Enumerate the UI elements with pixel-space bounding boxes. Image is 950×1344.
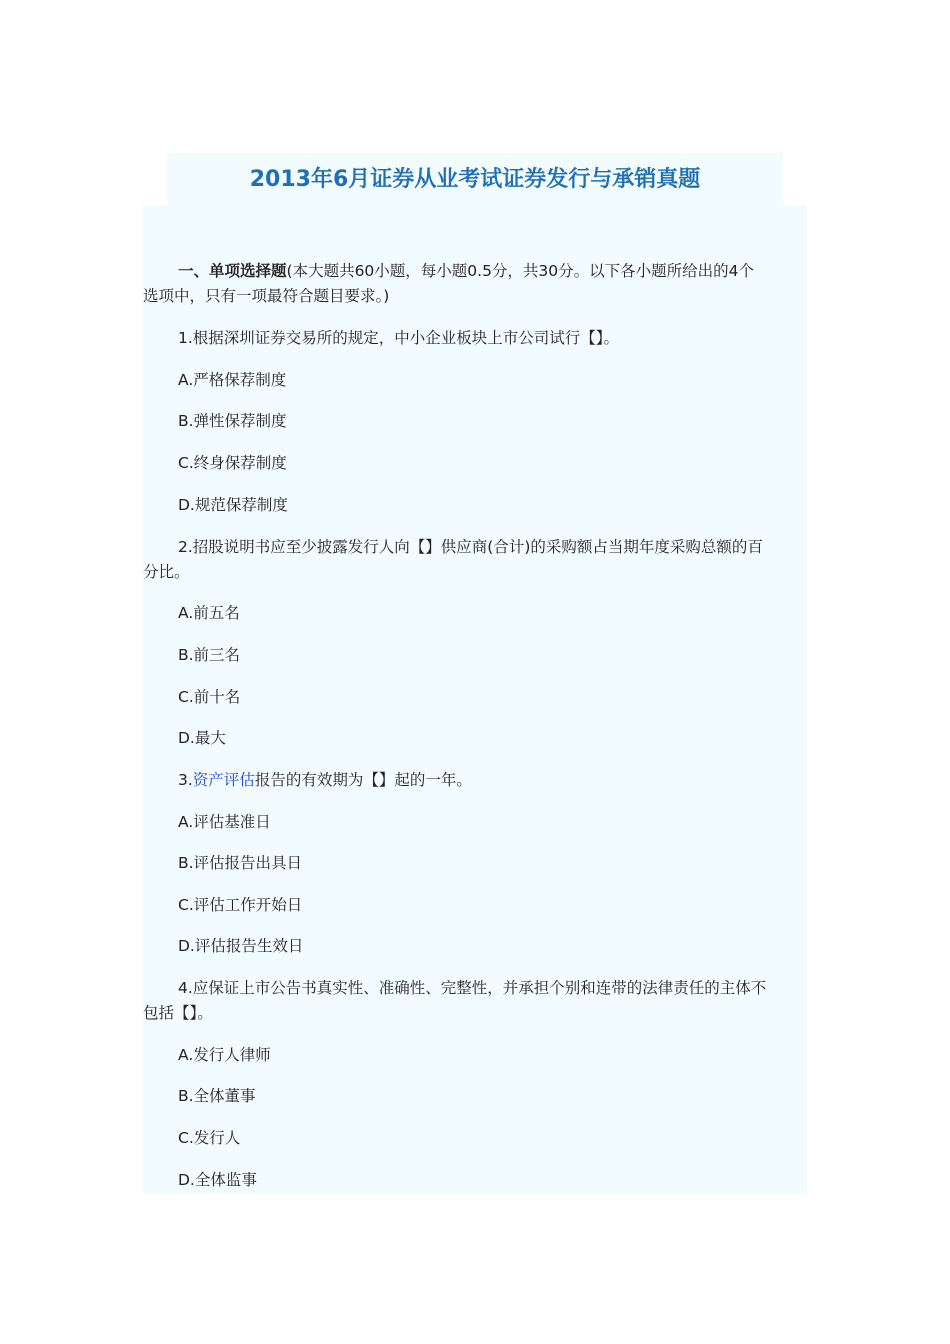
section-heading-note: (本大题共60小题，每小题0.5分，共30分。以下各小题所给出的4个	[286, 262, 755, 280]
question-3-option-c: C.评估工作开始日	[178, 896, 303, 914]
question-4-option-a: A.发行人律师	[178, 1046, 271, 1064]
question-1-stem: 1.根据深圳证券交易所的规定，中小企业板块上市公司试行【】。	[178, 329, 620, 347]
question-2-option-a: A.前五名	[178, 604, 240, 622]
question-3-option-d: D.评估报告生效日	[178, 937, 304, 955]
question-4-stem: 4.应保证上市公告书真实性、准确性、完整性，并承担个别和连带的法律责任的主体不	[178, 979, 767, 997]
question-4-option-c: C.发行人	[178, 1129, 241, 1147]
asset-appraisal-link[interactable]: 资产评估	[192, 771, 255, 789]
question-2-option-d: D.最大	[178, 729, 226, 747]
question-4-option-b: B.全体董事	[178, 1087, 256, 1105]
section-heading	[143, 259, 807, 284]
section-heading-note-cont: 选项中，只有一项最符合题目要求。)	[143, 287, 390, 305]
question-4-stem-cont: 包括【】。	[143, 1004, 213, 1022]
question-3-option-a: A.评估基准日	[178, 813, 271, 831]
question-3-option-b: B.评估报告出具日	[178, 854, 303, 872]
question-1-option-b: B.弹性保荐制度	[178, 412, 287, 430]
question-2-stem: 2.招股说明书应至少披露发行人向【】供应商(合计)的采购额占当期年度采购总额的百	[178, 538, 763, 556]
question-1-option-a: A.严格保荐制度	[178, 371, 287, 389]
question-3-stem-text: 报告的有效期为【】起的一年。	[254, 771, 472, 789]
question-1-option-c: C.终身保荐制度	[178, 454, 287, 472]
question-2-option-b: B.前三名	[178, 646, 241, 664]
section-heading-title: 一、单项选择题	[178, 262, 287, 280]
question-3-number: 3.	[178, 771, 193, 789]
question-4-option-d: D.全体监事	[178, 1171, 257, 1189]
question-1-option-d: D.规范保荐制度	[178, 496, 288, 514]
question-2-option-c: C.前十名	[178, 688, 241, 706]
document-title: 2013年6月证券从业考试证券发行与承销真题	[249, 167, 701, 192]
question-3-stem	[143, 768, 807, 793]
question-2-stem-cont: 分比。	[143, 563, 190, 581]
